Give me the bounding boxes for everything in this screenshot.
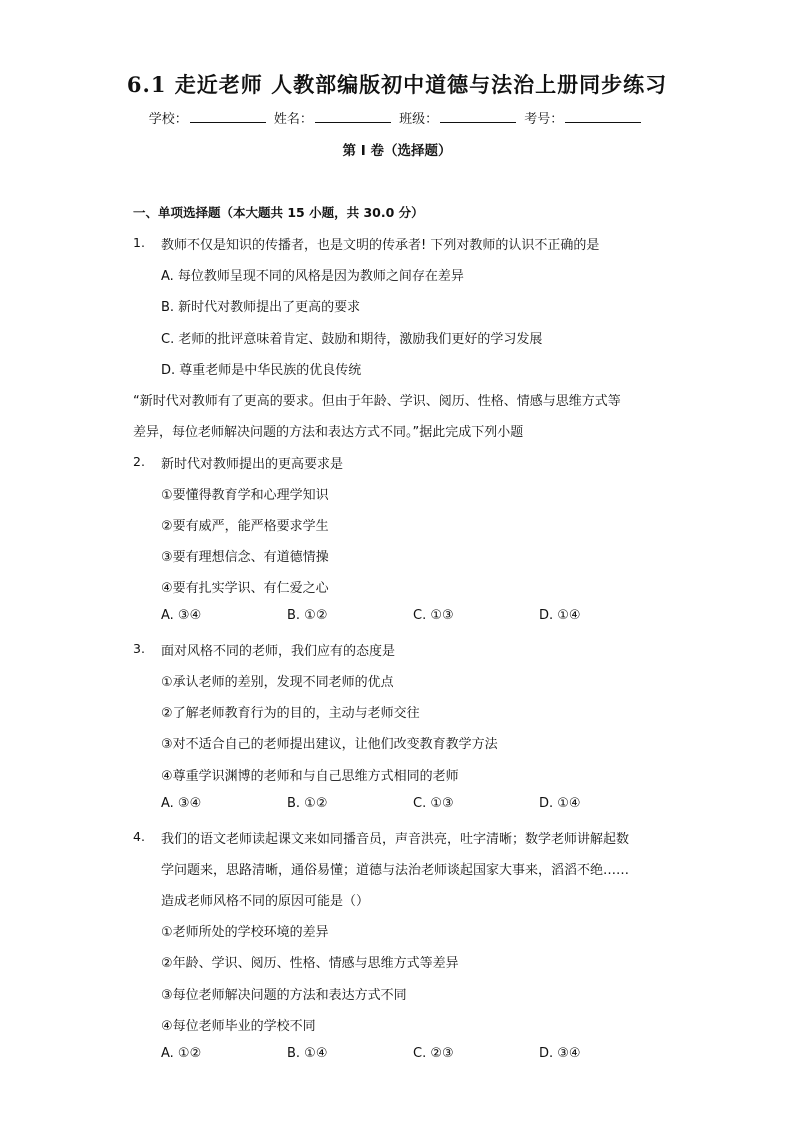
- q2-stem: 新时代对教师提出的更高要求是: [161, 457, 344, 472]
- q1-option-d: D. 尊重老师是中华民族的优良传统: [161, 363, 362, 378]
- q4-stem-line-3: 造成老师风格不同的原因可能是（）: [161, 894, 370, 909]
- q3-stem: 面对风格不同的老师，我们应有的态度是: [161, 644, 396, 659]
- q2-item: ④要有扎实学识、有仁爱之心: [161, 581, 329, 596]
- class-label: 班级：: [399, 112, 439, 127]
- q2-option-c: C. ①③: [413, 608, 454, 623]
- q4-option-b: B. ①④: [287, 1046, 328, 1061]
- class-blank: [440, 110, 516, 123]
- q2-option-a: A. ③④: [161, 608, 202, 623]
- q4-stem-line-2: 学问题来，思路清晰，通俗易懂；道德与法治老师谈起国家大事来，滔滔不绝……: [161, 863, 630, 878]
- examno-blank: [565, 110, 641, 123]
- q4-number: 4.: [133, 829, 145, 844]
- q4-item: ②年龄、学识、阅历、性格、情感与思维方式等差异: [161, 956, 459, 971]
- q3-option-c: C. ①③: [413, 796, 454, 811]
- school-blank: [190, 110, 266, 123]
- q4-item: ③每位老师解决问题的方法和表达方式不同: [161, 988, 407, 1003]
- volume-heading: 第 I 卷（选择题）: [342, 143, 452, 159]
- material-line-1: “新时代对教师有了更高的要求。但由于年龄、学识、阅历、性格、情感与思维方式等: [133, 394, 621, 409]
- q4-options: [161, 1046, 665, 1061]
- q2-item: ②要有威严，能严格要求学生: [161, 519, 329, 534]
- name-label: 姓名：: [273, 112, 313, 127]
- q1-option-b: B. 新时代对教师提出了更高的要求: [161, 300, 361, 315]
- q2-option-d: D. ①④: [539, 608, 581, 623]
- q4-item: ①老师所处的学校环境的差异: [161, 925, 329, 940]
- q4-option-a: A. ①②: [161, 1046, 202, 1061]
- school-label: 学校：: [148, 112, 188, 127]
- q2-item: ③要有理想信念、有道德情操: [161, 550, 329, 565]
- q3-item: ①承认老师的差别，发现不同老师的优点: [161, 675, 394, 690]
- q3-item: ④尊重学识渊博的老师和与自己思维方式相同的老师: [161, 769, 459, 784]
- page-title: 6.1 走近老师 人教部编版初中道德与法治上册同步练习: [126, 72, 668, 97]
- q2-item: ①要懂得教育学和心理学知识: [161, 488, 329, 503]
- q1-option-a: A. 每位教师呈现不同的风格是因为教师之间存在差异: [161, 269, 464, 284]
- q3-item: ②了解老师教育行为的目的，主动与老师交往: [161, 706, 420, 721]
- q1-stem: 教师不仅是知识的传播者，也是文明的传承者! 下列对教师的认识不正确的是: [161, 238, 600, 253]
- examno-label: 考号：: [524, 112, 564, 127]
- q2-options: [161, 608, 665, 623]
- q2-option-b: B. ①②: [287, 608, 328, 623]
- q1-option-c: C. 老师的批评意味着肯定、鼓励和期待，激励我们更好的学习发展: [161, 332, 543, 347]
- material-line-2: 差异，每位老师解决问题的方法和表达方式不同。”据此完成下列小题: [133, 425, 524, 440]
- q2-number: 2.: [133, 454, 145, 469]
- q3-number: 3.: [133, 641, 145, 656]
- student-info-line: [0, 108, 794, 127]
- q3-option-d: D. ①④: [539, 796, 581, 811]
- q3-option-b: B. ①②: [287, 796, 328, 811]
- q3-options: [161, 796, 665, 811]
- q3-item: ③对不适合自己的老师提出建议，让他们改变教育教学方法: [161, 737, 498, 752]
- q3-option-a: A. ③④: [161, 796, 202, 811]
- q1-number: 1.: [133, 235, 145, 250]
- q4-item: ④每位老师毕业的学校不同: [161, 1019, 316, 1034]
- name-blank: [315, 110, 391, 123]
- q4-stem-line-1: 我们的语文老师读起课文来如同播音员，声音洪亮，吐字清晰；数学老师讲解起数: [161, 832, 630, 847]
- q4-option-d: D. ③④: [539, 1046, 581, 1061]
- q4-option-c: C. ②③: [413, 1046, 454, 1061]
- section-heading: 一、单项选择题（本大题共 15 小题，共 30.0 分）: [133, 205, 424, 220]
